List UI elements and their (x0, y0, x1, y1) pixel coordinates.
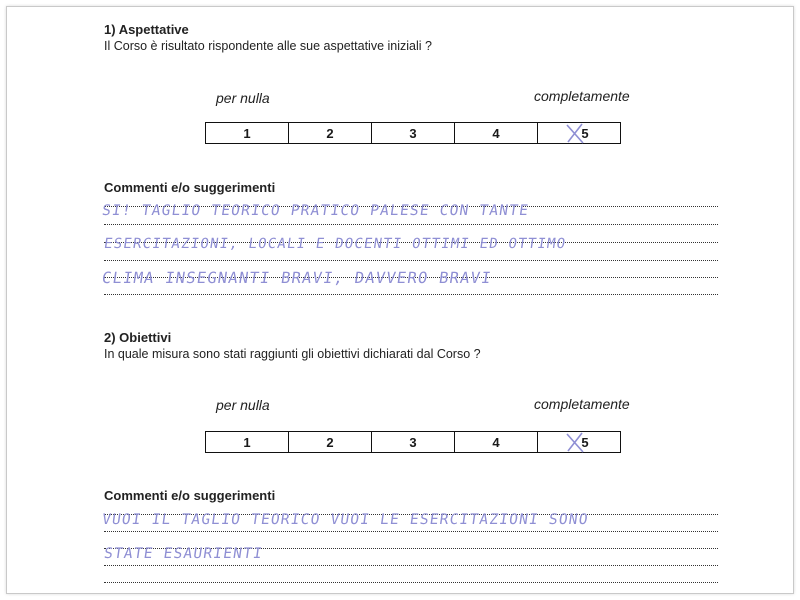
comment-line (104, 531, 718, 532)
comment-line (104, 294, 718, 295)
scale-min-label: per nulla (216, 90, 270, 106)
rating-value: 2 (326, 125, 334, 141)
comment-line (104, 260, 718, 261)
rating-value: 2 (326, 434, 334, 450)
comment-line (104, 565, 718, 566)
rating-value: 4 (492, 434, 500, 450)
handwritten-comment-line: VUOI IL TAGLIO TEORICO VUOI LE ESERCITAZIONI SONO (100, 512, 590, 528)
rating-value: 5 (581, 125, 589, 141)
rating-cell-5-selected[interactable] (538, 123, 620, 143)
rating-cell-1[interactable] (206, 432, 289, 452)
rating-value: 5 (581, 434, 589, 450)
scale-min-label: per nulla (216, 397, 270, 413)
handwritten-comment-line: STATE ESAURIENTI (102, 546, 265, 562)
comments-title-1: Commenti e/o suggerimenti (104, 180, 276, 195)
scale-max-label: completamente (534, 88, 630, 104)
rating-value: 3 (409, 125, 417, 141)
rating-value: 1 (243, 434, 251, 450)
rating-cell-2[interactable] (289, 123, 372, 143)
rating-value: 4 (492, 125, 500, 141)
document-page (6, 6, 794, 594)
question-aspettative: Il Corso è risultato rispondente alle sue aspettative iniziali ? (104, 39, 432, 53)
rating-scale-obiettivi (205, 431, 621, 453)
rating-value: 3 (409, 434, 417, 450)
rating-cell-3[interactable] (372, 432, 455, 452)
rating-scale-aspettative (205, 122, 621, 144)
section-title-aspettative: 1) Aspettative (104, 22, 189, 37)
handwritten-comment-line: CLIMA INSEGNANTI BRAVI, DAVVERO BRAVI (100, 269, 493, 287)
question-obiettivi: In quale misura sono stati raggiunti gli obiettivi dichiarati dal Corso ? (104, 347, 481, 361)
scale-max-label: completamente (534, 396, 630, 412)
handwritten-comment-line: SI! TAGLIO TEORICO PRATICO PALESE CON TANTE (100, 203, 531, 219)
rating-cell-1[interactable] (206, 123, 289, 143)
rating-value: 1 (243, 125, 251, 141)
comment-line (104, 224, 718, 225)
comments-title-2: Commenti e/o suggerimenti (104, 488, 276, 503)
rating-cell-3[interactable] (372, 123, 455, 143)
section-title-obiettivi: 2) Obiettivi (104, 330, 172, 345)
rating-cell-5-selected[interactable] (538, 432, 620, 452)
comment-line (104, 582, 718, 583)
rating-cell-4[interactable] (455, 123, 538, 143)
rating-cell-4[interactable] (455, 432, 538, 452)
handwritten-comment-line: ESERCITAZIONI, LOCALI E DOCENTI OTTIMI ED OTTIMO (102, 236, 568, 252)
rating-cell-2[interactable] (289, 432, 372, 452)
